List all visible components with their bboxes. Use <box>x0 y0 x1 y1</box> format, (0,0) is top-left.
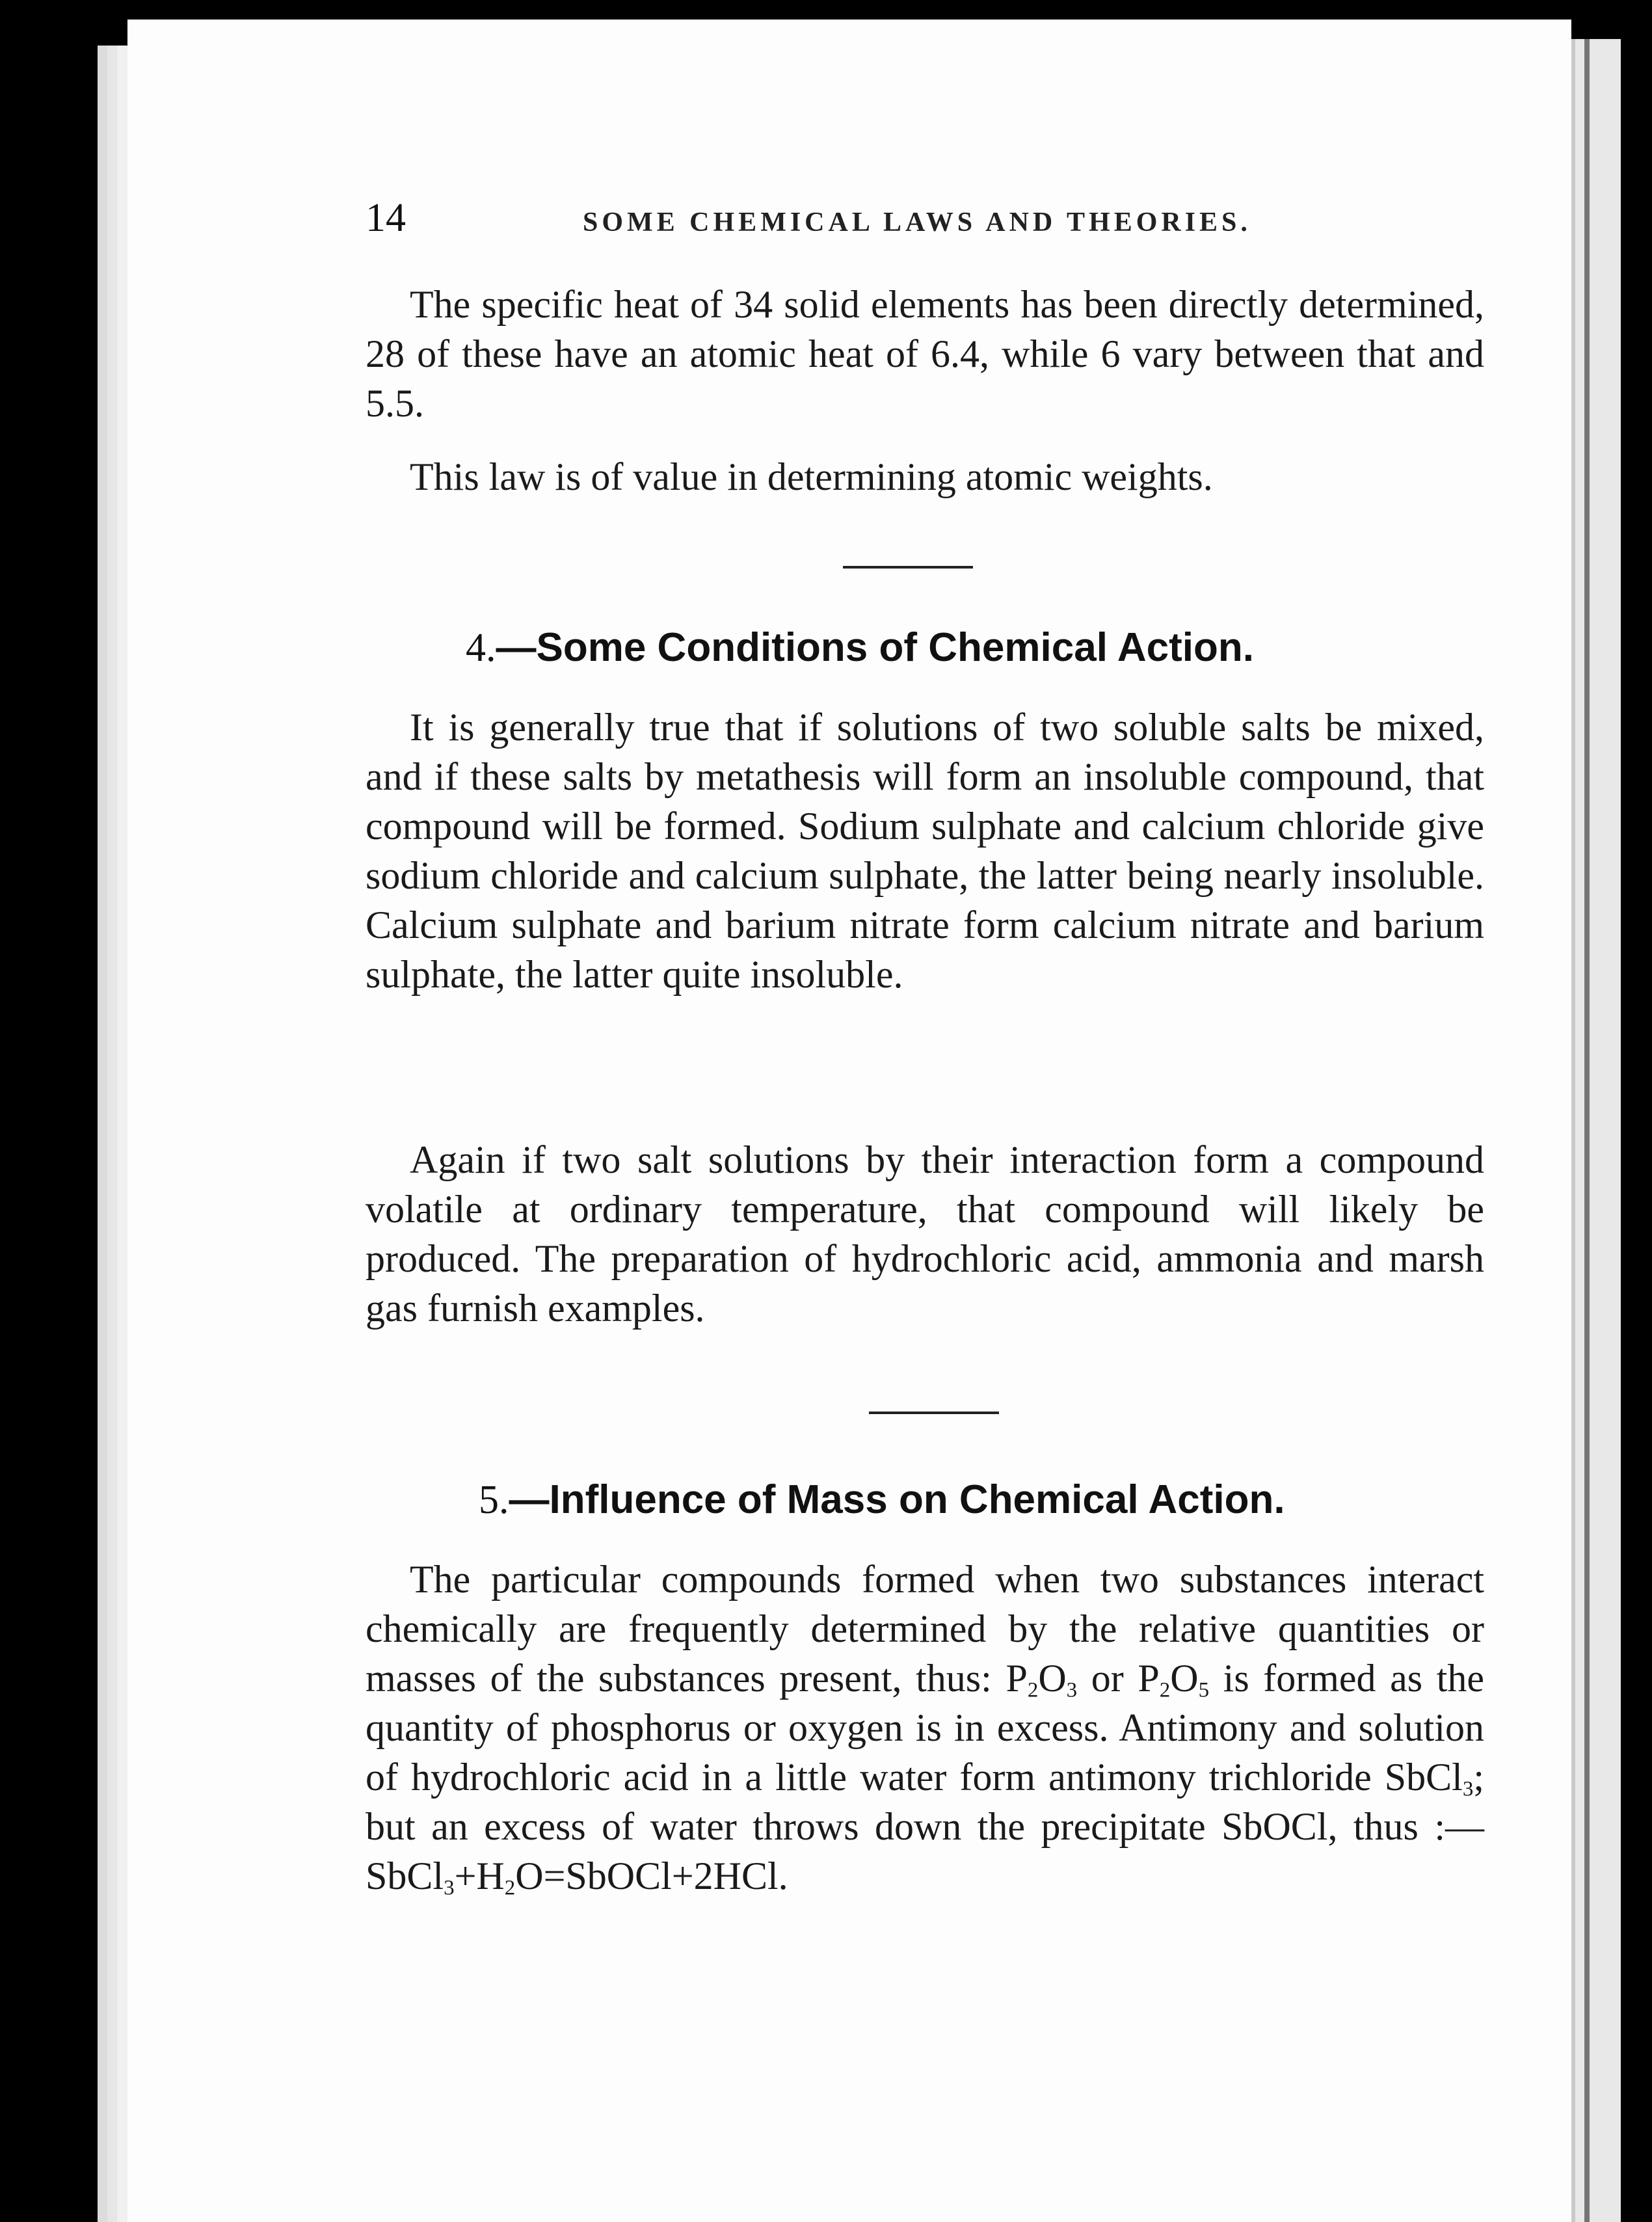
paragraph-specific-heat: The specific heat of 34 solid elements has been directly determined, 28 of these have an atomic heat of 6.4, while 6 vary between that and 5.5. <box>366 283 1484 425</box>
formula-equation: $SbCl_3+H_2O=SbOCl+2HCl$. <box>366 1854 788 1900</box>
paragraph-mass-influence: The particular compounds formed when two substances interact chemically are frequently determined by the relative quantities or masses of the substances present, thus: $P_2O_3$ or $P_2O_5$ is formed as the quantity of phosphorus or oxygen is in excess. Antimony and solution of hydrochloric acid in a little water form antimony trichloride SbCl$_3$; but an excess of water throws down the precipitate SbOCl, thus $:—SbCl_3+H_2O=SbOCl+2HCl$. <box>366 1558 1485 1900</box>
page-number: 14 <box>366 196 406 240</box>
running-title: SOME CHEMICAL LAWS AND THEORIES. <box>583 207 1251 237</box>
paragraph-law-value: This law is of value in determining atomic weights. <box>410 455 1213 498</box>
section-divider <box>869 1412 999 1414</box>
text-run: The particular compounds formed when two substances interact chemically are frequently determined by the relative quantities or masses of the substances present, thus: <box>366 1558 1484 1700</box>
paragraph-conditions-2: Again if two salt solutions by their interaction form a compound volatile at ordinary temperature, that compound will likely be produced. The preparation of hydrochloric acid, ammonia and marsh gas furnish examples. <box>366 1138 1484 1330</box>
section-number: 5. <box>479 1478 509 1522</box>
formula-p2o3: $P_2O_3$ <box>1006 1657 1078 1702</box>
book-page <box>127 20 1571 2222</box>
section-heading-5 <box>479 1477 1285 1523</box>
section-title: —Some Conditions of Chemical Action. <box>496 625 1254 670</box>
paragraph-conditions-1: It is generally true that if solutions of two soluble salts be mixed, and if these salts by metathesis will form an insoluble compound, that compound will be formed. Sodium sulphate and calcium chloride give sodium chloride and calcium sulphate, the latter being nearly insoluble. Calcium sulphate and barium nitrate form calcium nitrate and barium sulphate, the latter quite insoluble. <box>366 706 1484 996</box>
section-heading-4 <box>466 624 1254 671</box>
section-divider <box>843 566 973 569</box>
section-number: 4. <box>466 626 496 670</box>
facing-page-edge <box>1571 39 1621 2222</box>
formula-sbcl3: SbCl$_3$ <box>1384 1756 1474 1801</box>
text-run: is formed as the quantity of phosphorus or oxygen is in excess. Antimony and solution of hydrochloric acid in a little water form antimony trichloride <box>366 1657 1485 1799</box>
formula-p2o5: $P_2O_5$ <box>1138 1657 1210 1702</box>
gutter-shadow <box>1584 39 1590 2222</box>
section-title: —Influence of Mass on Chemical Action. <box>509 1477 1285 1522</box>
text-run: ; but an excess of water throws down the precipitate SbOCl, thus :— <box>366 1756 1484 1848</box>
running-head <box>127 195 1571 260</box>
